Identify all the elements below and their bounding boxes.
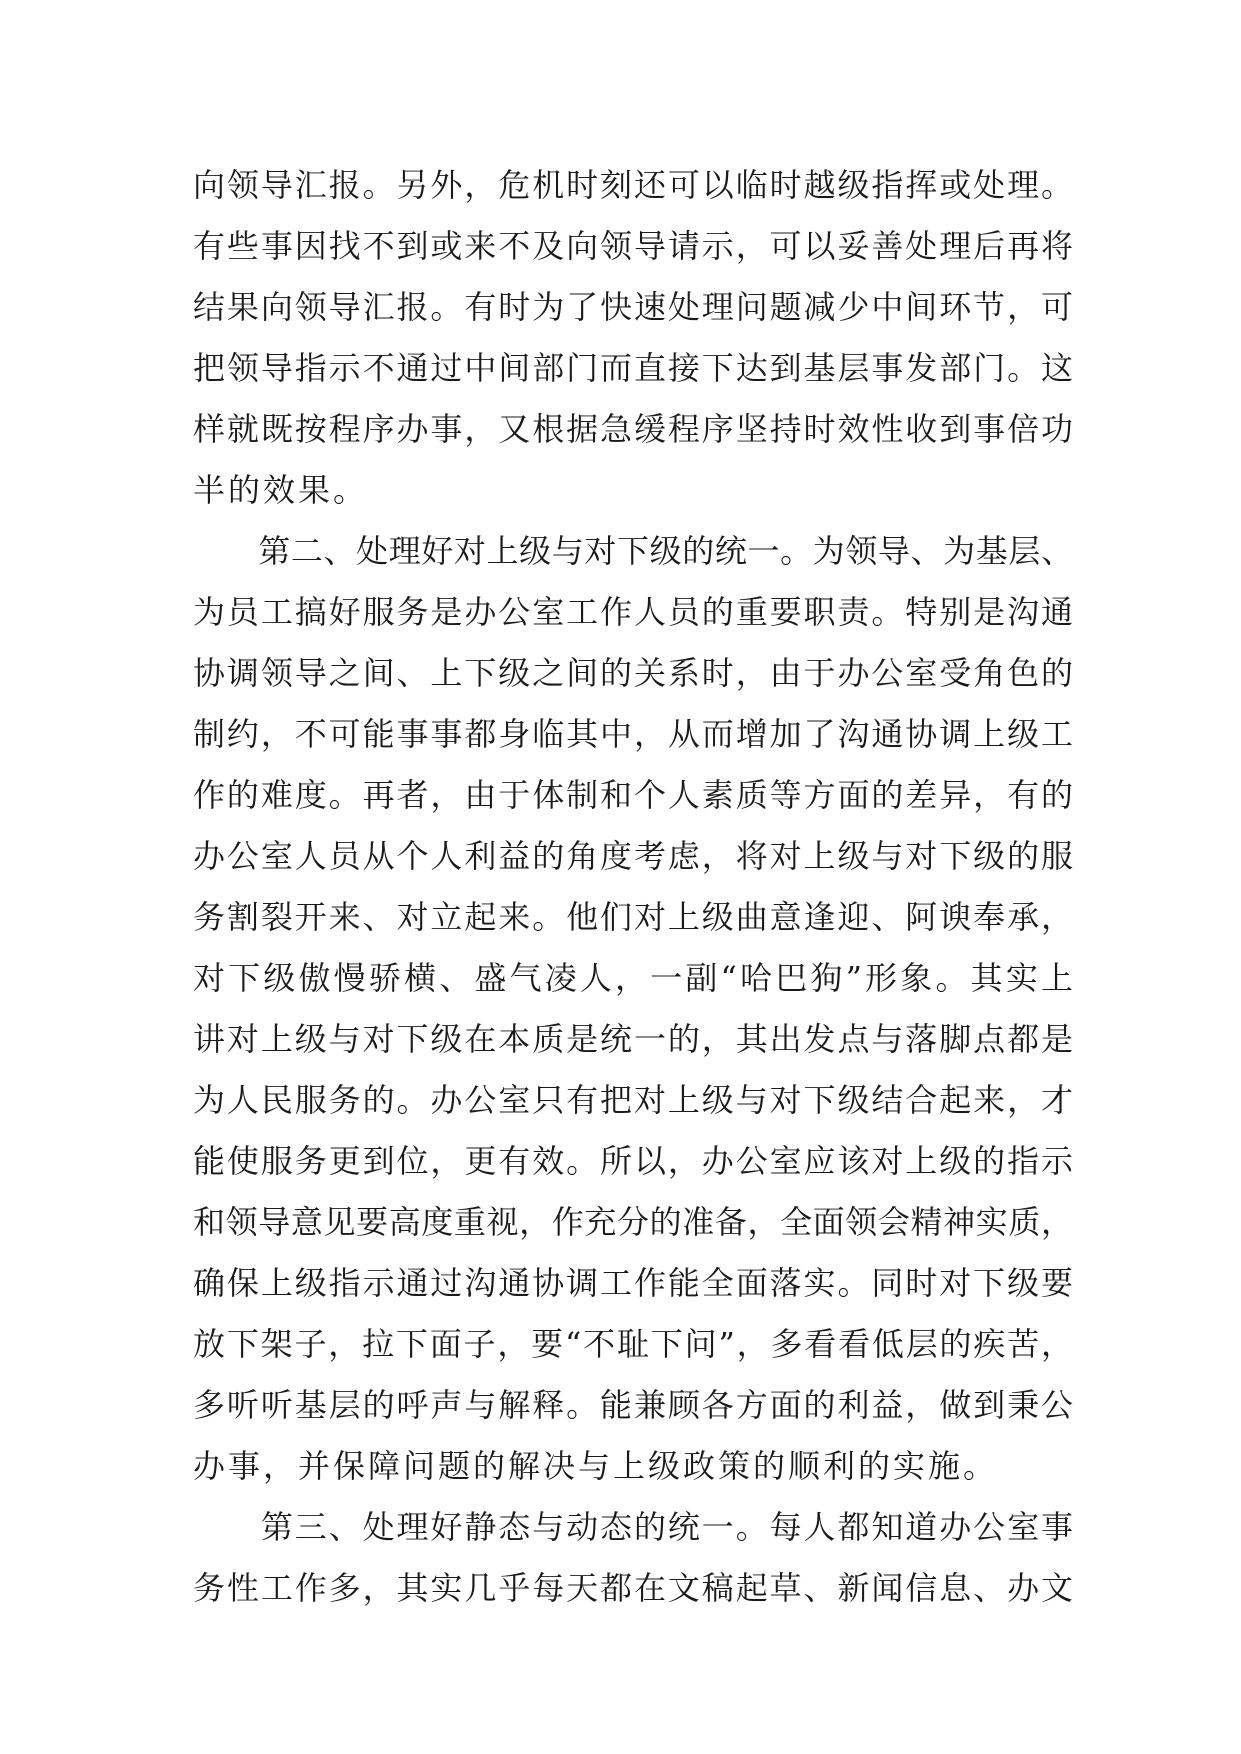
text-line: 制约，不可能事事都身临其中，从而增加了沟通协调上级工	[193, 715, 1073, 753]
text-line: 有些事因找不到或来不及向领导请示，可以妥善处理后再将	[193, 227, 1073, 265]
text-line: 和领导意见要高度重视，作充分的准备，全面领会精神实质，	[193, 1203, 1073, 1241]
text-line: 为人民服务的。办公室只有把对上级与对下级结合起来，才	[193, 1081, 1073, 1119]
text-line: 务性工作多，其实几乎每天都在文稿起草、新闻信息、办文	[193, 1569, 1073, 1607]
text-line: 讲对上级与对下级在本质是统一的，其出发点与落脚点都是	[193, 1020, 1073, 1058]
text-line: 对下级傲慢骄横、盛气凌人，一副“哈巴狗”形象。其实上	[193, 959, 1073, 997]
text-line: 第二、处理好对上级与对下级的统一。为领导、为基层、	[193, 532, 1073, 570]
text-line: 结果向领导汇报。有时为了快速处理问题减少中间环节，可	[193, 288, 1073, 326]
text-line: 半的效果。	[193, 471, 369, 509]
text-line: 协调领导之间、上下级之间的关系时，由于办公室受角色的	[193, 654, 1073, 692]
text-line: 能使服务更到位，更有效。所以，办公室应该对上级的指示	[193, 1142, 1073, 1180]
body-text	[193, 155, 1073, 1619]
text-line: 样就既按程序办事，又根据急缓程序坚持时效性收到事倍功	[193, 410, 1073, 448]
text-line: 向领导汇报。另外，危机时刻还可以临时越级指挥或处理。	[193, 166, 1073, 204]
text-line: 多听听基层的呼声与解释。能兼顾各方面的利益，做到秉公	[193, 1386, 1073, 1424]
text-line: 办事，并保障问题的解决与上级政策的顺利的实施。	[193, 1447, 999, 1485]
text-line: 把领导指示不通过中间部门而直接下达到基层事发部门。这	[193, 349, 1073, 387]
text-line: 放下架子，拉下面子，要“不耻下问”，多看看低层的疾苦，	[193, 1325, 1073, 1363]
text-line: 务割裂开来、对立起来。他们对上级曲意逢迎、阿谀奉承，	[193, 898, 1073, 936]
paragraph-3	[193, 1497, 1073, 1619]
text-line: 确保上级指示通过沟通协调工作能全面落实。同时对下级要	[193, 1264, 1073, 1302]
paragraph-1	[193, 155, 1073, 521]
text-line: 作的难度。再者，由于体制和个人素质等方面的差异，有的	[193, 776, 1073, 814]
text-line: 办公室人员从个人利益的角度考虑，将对上级与对下级的服	[193, 837, 1073, 875]
text-line: 为员工搞好服务是办公室工作人员的重要职责。特别是沟通	[193, 593, 1073, 631]
paragraph-2	[193, 521, 1073, 1497]
text-line: 第三、处理好静态与动态的统一。每人都知道办公室事	[193, 1508, 1073, 1546]
